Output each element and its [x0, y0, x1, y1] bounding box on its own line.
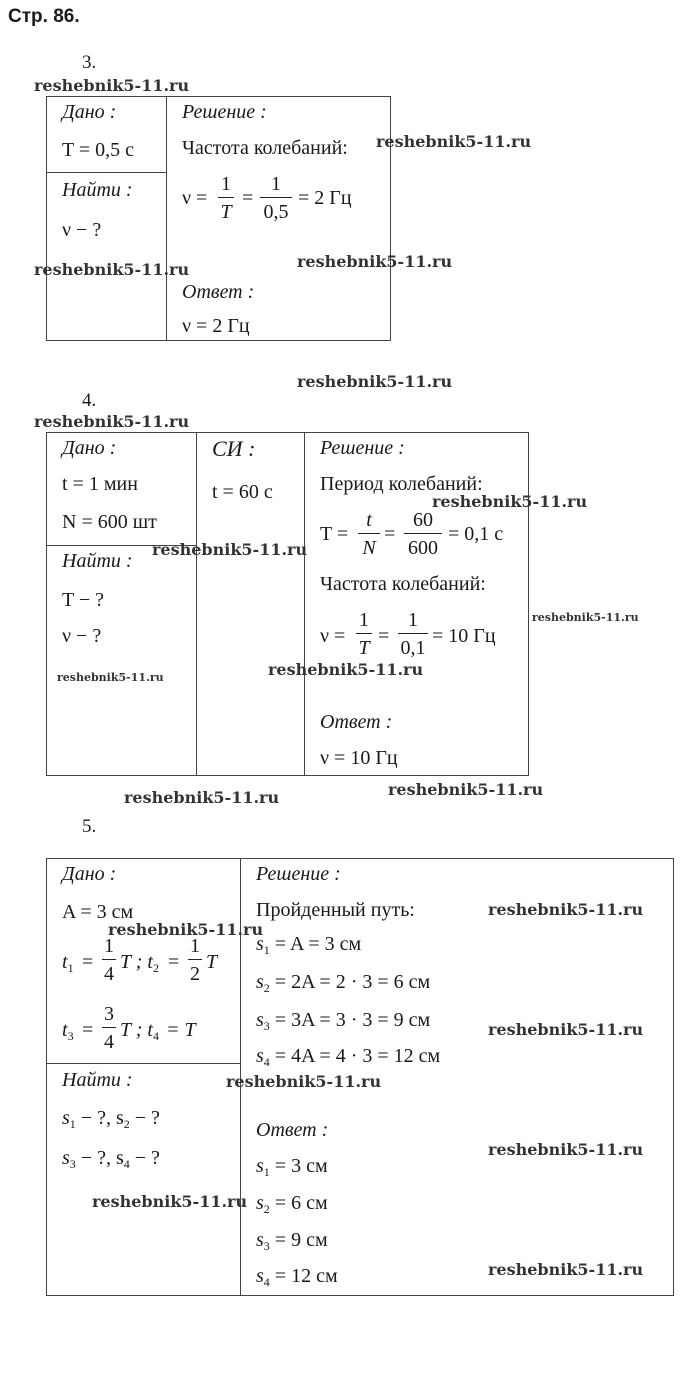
watermark: reshebnik5-11.ru	[34, 412, 190, 431]
answer-label: Ответ :	[256, 1119, 329, 1141]
answer-label: Ответ :	[320, 711, 393, 733]
frequency-heading: Частота колебаний:	[320, 573, 486, 595]
find-value: $s_1$ − ?, $s_2$ − ?	[62, 1107, 160, 1131]
find-label: Найти :	[62, 550, 133, 572]
solution-label: Решение :	[256, 863, 341, 885]
watermark: reshebnik5-11.ru	[34, 260, 190, 279]
find-label: Найти :	[62, 1069, 133, 1091]
page-title: Стр. 86.	[8, 6, 80, 27]
divider	[196, 432, 197, 776]
watermark: reshebnik5-11.ru	[297, 252, 453, 271]
find-value: ν − ?	[62, 625, 102, 647]
answer-value: ν = 10 Гц	[320, 747, 398, 769]
answer-line: $s_2 = 6$ см	[256, 1192, 328, 1216]
given-value: t = 1 мин	[62, 473, 138, 495]
watermark: reshebnik5-11.ru	[488, 1140, 644, 1159]
answer-value: ν = 2 Гц	[182, 315, 250, 337]
solution-label: Решение :	[182, 101, 267, 123]
watermark: reshebnik5-11.ru	[152, 540, 308, 559]
solution-line: $s_1 = A = 3$ см	[256, 933, 362, 957]
given-value: N = 600 шт	[62, 511, 157, 533]
answer-line: $s_1 = 3$ см	[256, 1155, 328, 1179]
watermark: reshebnik5-11.ru	[432, 492, 588, 511]
watermark: reshebnik5-11.ru	[532, 611, 639, 624]
find-value: $s_3$ − ?, $s_4$ − ?	[62, 1147, 160, 1171]
watermark: reshebnik5-11.ru	[488, 1260, 644, 1279]
find-value: T − ?	[62, 589, 105, 611]
given-label: Дано :	[62, 101, 117, 123]
given-value: T = 0,5 с	[62, 139, 135, 161]
divider	[46, 172, 167, 173]
solution-label: Решение :	[320, 437, 405, 459]
answer-label: Ответ :	[182, 281, 255, 303]
watermark: reshebnik5-11.ru	[388, 780, 544, 799]
given-value: A = 3 см	[62, 901, 134, 923]
solution-line: $s_4 = 4A = 4 \cdot 3 = 12$ см	[256, 1045, 441, 1069]
watermark: reshebnik5-11.ru	[124, 788, 280, 807]
watermark: reshebnik5-11.ru	[297, 372, 453, 391]
si-label: СИ :	[212, 436, 256, 461]
watermark: reshebnik5-11.ru	[108, 920, 264, 939]
watermark: reshebnik5-11.ru	[376, 132, 532, 151]
divider	[304, 432, 305, 776]
divider	[46, 1063, 241, 1064]
watermark: reshebnik5-11.ru	[34, 76, 190, 95]
solution-line: $s_2 = 2A = 2 \cdot 3 = 6$ см	[256, 971, 431, 995]
answer-line: $s_4 = 12$ см	[256, 1265, 338, 1289]
problem-5-number: 5.	[82, 816, 97, 837]
si-value: t = 60 с	[212, 481, 273, 503]
watermark: reshebnik5-11.ru	[488, 1020, 644, 1039]
problem-3-number: 3.	[82, 52, 97, 73]
path-heading: Пройденный путь:	[256, 899, 415, 921]
find-value: ν − ?	[62, 219, 102, 241]
watermark: reshebnik5-11.ru	[488, 900, 644, 919]
watermark: reshebnik5-11.ru	[226, 1072, 382, 1091]
watermark: reshebnik5-11.ru	[268, 660, 424, 679]
given-label: Дано :	[62, 437, 117, 459]
answer-line: $s_3 = 9$ см	[256, 1229, 328, 1253]
given-label: Дано :	[62, 863, 117, 885]
watermark: reshebnik5-11.ru	[57, 671, 164, 684]
problem-4-number: 4.	[82, 390, 97, 411]
solution-heading: Частота колебаний:	[182, 137, 348, 159]
divider	[166, 96, 167, 341]
watermark: reshebnik5-11.ru	[92, 1192, 248, 1211]
period-heading: Период колебаний:	[320, 473, 483, 495]
solution-line: $s_3 = 3A = 3 \cdot 3 = 9$ см	[256, 1009, 431, 1033]
find-label: Найти :	[62, 179, 133, 201]
